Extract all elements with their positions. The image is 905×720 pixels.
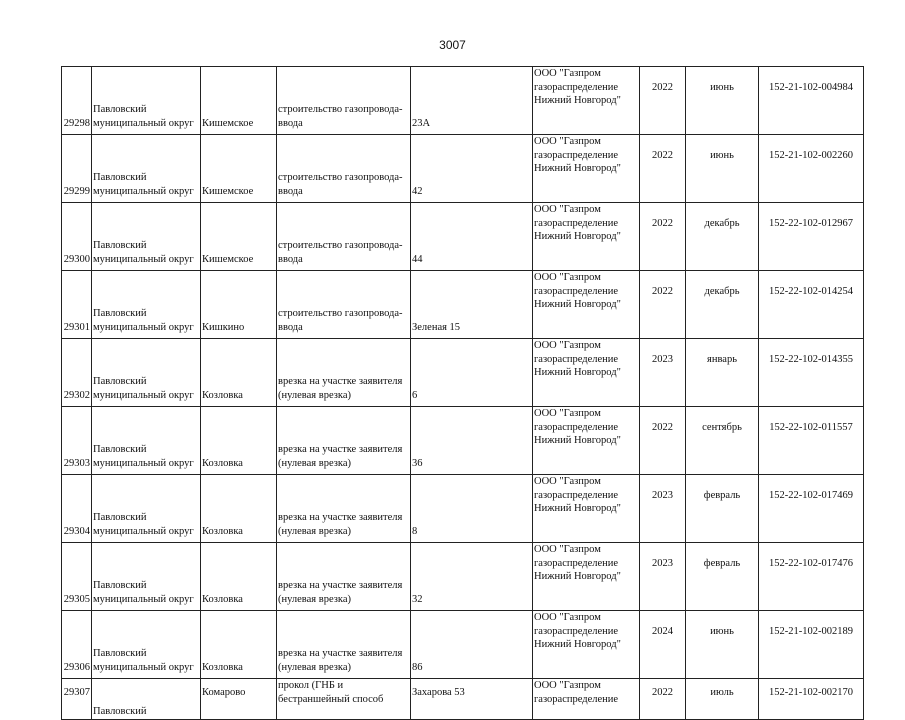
cell-municipal-area [92, 203, 201, 271]
cell-line: муниципальный округ [93, 526, 194, 537]
cell-line: строительство газопровода- [278, 104, 403, 115]
cell-code: 152-22-102-017476 [759, 543, 864, 611]
cell-line: ООО "Газпром [534, 476, 601, 487]
cell-year: 2022 [640, 271, 686, 339]
table-row [62, 475, 864, 543]
table-row [62, 67, 864, 135]
cell-line: (нулевая врезка) [278, 458, 351, 469]
cell-line: Нижний Новгород" [534, 435, 621, 446]
cell-line: врезка на участке заявителя [278, 376, 403, 387]
cell-line: ввода [278, 186, 303, 197]
cell-address: 36 [411, 407, 533, 475]
table-body [62, 67, 864, 720]
table-row [62, 271, 864, 339]
cell-work-type [277, 679, 411, 720]
cell-line: газораспределение [534, 353, 619, 365]
cell-line: Нижний Новгород" [534, 367, 621, 378]
cell-locality: Кишемское [201, 67, 277, 135]
cell-municipal-area [92, 679, 201, 720]
cell-line: Павловский [93, 376, 147, 387]
cell-address: Зеленая 15 [411, 271, 533, 339]
cell-number: 29304 [62, 475, 92, 543]
cell-line: врезка на участке заявителя [278, 648, 403, 659]
cell-line: муниципальный округ [93, 594, 194, 605]
cell-line: (нулевая врезка) [278, 662, 351, 673]
cell-year: 2023 [640, 543, 686, 611]
cell-line: газораспределение [534, 625, 619, 637]
cell-municipal-area [92, 611, 201, 679]
cell-address: Захарова 53 [411, 679, 533, 720]
cell-line: ООО "Газпром [534, 544, 601, 555]
cell-line: Павловский [93, 240, 147, 251]
cell-work-type [277, 475, 411, 543]
cell-municipal-area [92, 543, 201, 611]
cell-line: газораспределение [534, 149, 619, 161]
cell-line: строительство газопровода- [278, 308, 403, 319]
cell-municipal-area [92, 475, 201, 543]
cell-line: ввода [278, 322, 303, 333]
cell-month: февраль [686, 475, 759, 543]
cell-year: 2024 [640, 611, 686, 679]
table-row [62, 339, 864, 407]
cell-line: газораспределение [534, 81, 619, 93]
cell-address: 32 [411, 543, 533, 611]
table-row [62, 611, 864, 679]
cell-line: врезка на участке заявителя [278, 512, 403, 523]
cell-municipal-area [92, 339, 201, 407]
cell-locality: Кишкино [201, 271, 277, 339]
cell-line: муниципальный округ [93, 662, 194, 673]
cell-organization [533, 135, 640, 203]
cell-organization [533, 203, 640, 271]
cell-line: Нижний Новгород" [534, 503, 621, 514]
cell-month: декабрь [686, 203, 759, 271]
table-row [62, 407, 864, 475]
cell-year: 2022 [640, 203, 686, 271]
cell-line: муниципальный округ [93, 254, 194, 265]
cell-work-type [277, 543, 411, 611]
cell-line: Павловский [93, 706, 147, 717]
cell-line: Нижний Новгород" [534, 639, 621, 650]
cell-address: 42 [411, 135, 533, 203]
cell-line: газораспределение [534, 285, 619, 297]
cell-number: 29301 [62, 271, 92, 339]
cell-line: (нулевая врезка) [278, 526, 351, 537]
cell-line: Нижний Новгород" [534, 163, 621, 174]
cell-year: 2022 [640, 679, 686, 720]
cell-line: ООО "Газпром [534, 612, 601, 623]
cell-line: прокол (ГНБ и [278, 680, 344, 691]
cell-municipal-area [92, 271, 201, 339]
cell-line: (нулевая врезка) [278, 594, 351, 605]
cell-line: строительство газопровода- [278, 172, 403, 183]
cell-line: Нижний Новгород" [534, 571, 621, 582]
cell-work-type [277, 611, 411, 679]
cell-line: Нижний Новгород" [534, 299, 621, 310]
cell-number: 29300 [62, 203, 92, 271]
cell-work-type [277, 135, 411, 203]
cell-month: июнь [686, 611, 759, 679]
cell-year: 2022 [640, 407, 686, 475]
cell-line: Павловский [93, 648, 147, 659]
cell-line: газораспределение [534, 693, 619, 705]
table-row [62, 203, 864, 271]
cell-line: муниципальный округ [93, 458, 194, 469]
cell-line: ввода [278, 118, 303, 129]
table-row [62, 543, 864, 611]
cell-organization [533, 339, 640, 407]
cell-work-type [277, 271, 411, 339]
cell-code: 152-22-102-012967 [759, 203, 864, 271]
cell-line: газораспределение [534, 489, 619, 501]
cell-municipal-area [92, 407, 201, 475]
cell-locality: Козловка [201, 339, 277, 407]
cell-month: июнь [686, 67, 759, 135]
cell-address: 6 [411, 339, 533, 407]
cell-month: сентябрь [686, 407, 759, 475]
cell-line: Павловский [93, 580, 147, 591]
cell-line: ООО "Газпром [534, 340, 601, 351]
cell-line: Нижний Новгород" [534, 95, 621, 106]
cell-code: 152-22-102-011557 [759, 407, 864, 475]
cell-work-type [277, 203, 411, 271]
cell-organization [533, 611, 640, 679]
cell-organization [533, 543, 640, 611]
cell-line: (нулевая врезка) [278, 390, 351, 401]
cell-organization [533, 679, 640, 720]
cell-number: 29306 [62, 611, 92, 679]
cell-work-type [277, 339, 411, 407]
cell-line: Павловский [93, 444, 147, 455]
cell-address: 44 [411, 203, 533, 271]
cell-line: ООО "Газпром [534, 272, 601, 283]
cell-line: врезка на участке заявителя [278, 444, 403, 455]
cell-year: 2023 [640, 475, 686, 543]
cell-number: 29303 [62, 407, 92, 475]
cell-line: газораспределение [534, 557, 619, 569]
cell-line: ООО "Газпром [534, 680, 601, 691]
cell-line: Павловский [93, 308, 147, 319]
cell-month: июнь [686, 135, 759, 203]
table-row [62, 135, 864, 203]
cell-line: Павловский [93, 512, 147, 523]
cell-line: ввода [278, 254, 303, 265]
cell-locality: Кишемское [201, 203, 277, 271]
cell-organization [533, 475, 640, 543]
cell-address: 86 [411, 611, 533, 679]
cell-month: февраль [686, 543, 759, 611]
cell-code: 152-21-102-002170 [759, 679, 864, 720]
cell-municipal-area [92, 135, 201, 203]
cell-month: январь [686, 339, 759, 407]
cell-address: 23А [411, 67, 533, 135]
cell-number: 29302 [62, 339, 92, 407]
cell-line: врезка на участке заявителя [278, 580, 403, 591]
cell-line: газораспределение [534, 217, 619, 229]
cell-work-type [277, 407, 411, 475]
cell-code: 152-22-102-017469 [759, 475, 864, 543]
page-number: 3007 [439, 38, 466, 52]
cell-line: ООО "Газпром [534, 204, 601, 215]
cell-line: газораспределение [534, 421, 619, 433]
cell-locality: Козловка [201, 475, 277, 543]
cell-locality: Козловка [201, 407, 277, 475]
cell-address: 8 [411, 475, 533, 543]
cell-number: 29299 [62, 135, 92, 203]
cell-number: 29307 [62, 679, 92, 720]
cell-municipal-area [92, 67, 201, 135]
cell-year: 2022 [640, 67, 686, 135]
cell-work-type [277, 67, 411, 135]
cell-locality: Козловка [201, 611, 277, 679]
cell-code: 152-21-102-002189 [759, 611, 864, 679]
cell-line: ООО "Газпром [534, 68, 601, 79]
cell-line: Нижний Новгород" [534, 231, 621, 242]
cell-line: Павловский [93, 104, 147, 115]
cell-locality: Козловка [201, 543, 277, 611]
cell-year: 2023 [640, 339, 686, 407]
cell-month: декабрь [686, 271, 759, 339]
cell-year: 2022 [640, 135, 686, 203]
cell-locality: Комарово [201, 679, 277, 720]
cell-month: июль [686, 679, 759, 720]
cell-line: муниципальный округ [93, 390, 194, 401]
table-row [62, 679, 864, 720]
cell-line: ООО "Газпром [534, 136, 601, 147]
cell-code: 152-21-102-002260 [759, 135, 864, 203]
cell-line: муниципальный округ [93, 322, 194, 333]
cell-organization [533, 67, 640, 135]
cell-number: 29298 [62, 67, 92, 135]
cell-line: строительство газопровода- [278, 240, 403, 251]
cell-locality: Кишемское [201, 135, 277, 203]
cell-organization [533, 407, 640, 475]
cell-code: 152-22-102-014254 [759, 271, 864, 339]
cell-line: ООО "Газпром [534, 408, 601, 419]
cell-line: бестраншейный способ [278, 694, 384, 705]
cell-number: 29305 [62, 543, 92, 611]
cell-code: 152-22-102-014355 [759, 339, 864, 407]
cell-code: 152-21-102-004984 [759, 67, 864, 135]
cell-line: муниципальный округ [93, 118, 194, 129]
cell-line: муниципальный округ [93, 186, 194, 197]
cell-organization [533, 271, 640, 339]
gas-connection-table [61, 66, 864, 720]
cell-line: Павловский [93, 172, 147, 183]
